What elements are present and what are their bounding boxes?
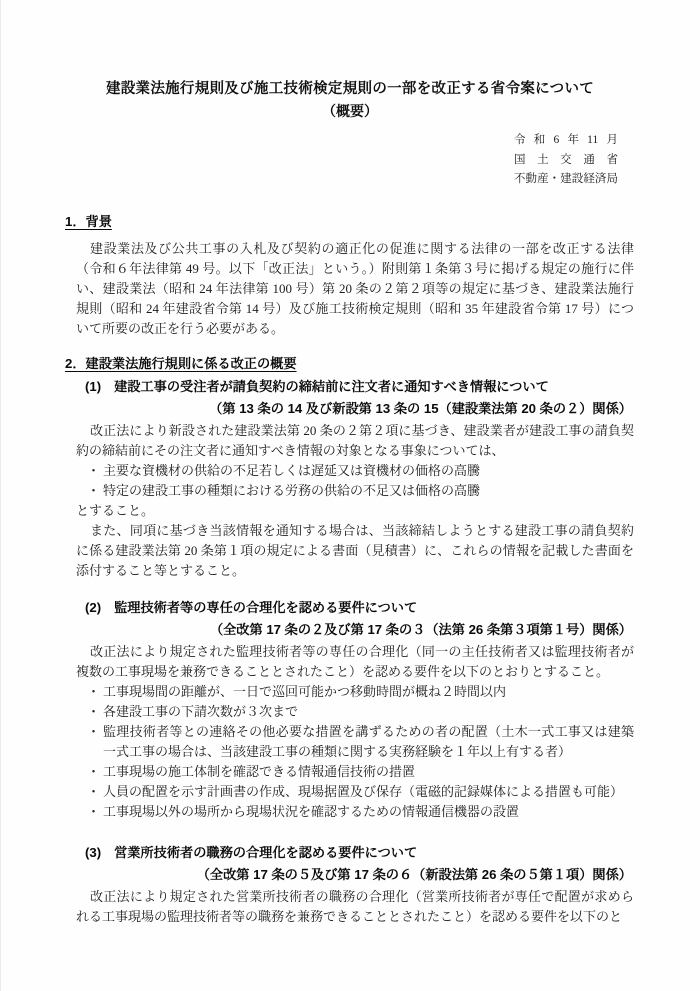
list-item-text: 工事現場の施工体制を確認できる情報通信技術の措置 — [103, 763, 416, 779]
section-2-heading: 2．建設業法施行規則に係る改正の概要 — [65, 355, 297, 371]
page-title: 建設業法施行規則及び施工技術検定規則の一部を改正する省令案について — [105, 81, 595, 97]
subsection-2-lead: 改正法により規定された監理技術者等の専任の合理化（同一の主任技術者又は監理技術者が複数の工事現場を兼務できることとされたこと）を認める要件を以下のとおりとすること。 — [76, 643, 634, 679]
list-item-text: 監理技術者等との連絡その他必要な措置を講ずるための者の配置（土木一式工事又は建築一式工事の場合は、当該建設工事の種類に関する実務経験を１年以上有する者） — [103, 723, 634, 759]
subsection-2-number: (2) — [85, 599, 102, 615]
subsection-1-bullet-list — [87, 461, 634, 501]
list-item — [87, 682, 634, 702]
subsection-2-reference: （全改第 17 条の２及び第 17 条の３（法第 26 条第３項第１号）関係） — [209, 621, 632, 637]
bullet-icon: ・ — [87, 482, 101, 498]
bullet-icon: ・ — [87, 462, 101, 478]
subsection-2-title: 監理技術者等の専任の合理化を認める要件について — [114, 599, 418, 615]
bullet-icon: ・ — [87, 703, 101, 719]
issuing-bureau: 不動産・建設経済局 — [514, 173, 618, 185]
subsection-3-lead: 改正法により規定された営業所技術者の職務の合理化（営業所技術者が専任で配置が求められる工事現場の監理技術者等の職務を兼務できることとされたこと）を認める要件を以下のと — [76, 888, 634, 924]
list-item-text: 主要な資機材の供給の不足若しくは遅延又は資機材の価格の高騰 — [103, 462, 481, 478]
list-item — [87, 802, 634, 822]
issuer-block — [514, 131, 618, 190]
subsection-1-title: 建設工事の受注者が請負契約の締結前に注文者に通知すべき情報について — [114, 378, 549, 394]
issue-date: 令和6年11月 — [514, 134, 618, 146]
subsection-3-heading — [85, 843, 634, 863]
subsection-2 — [0, 598, 700, 822]
subsection-3-number: (3) — [85, 844, 102, 860]
list-item-text: 人員の配置を示す計画書の作成、現場据置及び保存（電磁的記録媒体による措置も可能） — [103, 783, 624, 799]
bullet-icon: ・ — [87, 803, 101, 819]
subsection-2-heading — [85, 598, 634, 618]
bullet-icon: ・ — [87, 763, 101, 779]
bullet-icon: ・ — [87, 783, 101, 799]
subsection-2-bullet-list — [87, 682, 634, 822]
issuing-agency: 国土交通省 — [514, 153, 618, 166]
list-item — [87, 461, 634, 481]
subsection-1-reference: （第 13 条の 14 及び新設第 13 条の 15（建設業法第 20 条の２）関係） — [209, 400, 632, 416]
list-item — [87, 762, 634, 782]
subsection-1-paragraph-2: また、同項に基づき当該情報を通知する場合は、当該締結しようとする建設工事の請負契約に係る建設業法第 20 条第１項の規定による書面（見積書）に、これらの情報を記載した書面を添付すること等とすること。 — [76, 522, 634, 578]
list-item — [87, 702, 634, 722]
subsection-1-lead: 改正法により新設された建設業法第 20 条の２第２項に基づき、建設業者が建設工事の請負契約の締結前にその注文者に通知すべき情報の対象となる事象については、 — [76, 422, 634, 458]
subsection-1-closing: とすること。 — [76, 502, 155, 518]
list-item — [87, 782, 634, 802]
subsection-1-number: (1) — [85, 378, 102, 394]
list-item-text: 工事現場間の距離が、一日で巡回可能かつ移動時間が概ね２時間以内 — [103, 683, 507, 699]
section-1-paragraph: 建設業法及び公共工事の入札及び契約の適正化の促進に関する法律の一部を改正する法律（令和６年法律第 49 号。以下「改正法」という。）附則第１条第３号に掲げる規定の施行に伴い、建設業法（昭和 24 年法律第 100 号）第 20 条の２第２項等の規定に基づき、建設業法施行規則（昭和 24 年建設省令第 14 号）及び施工技術検定規則（昭和 35 年建設省令第 17 号）について所要の改正を行う必要がある。 — [76, 240, 634, 336]
list-item-text: 工事現場以外の場所から現場状況を確認するための情報通信機器の設置 — [103, 803, 520, 819]
page-subtitle: （概要） — [322, 103, 378, 119]
subsection-3-title: 営業所技術者の職務の合理化を認める要件について — [114, 844, 418, 860]
bullet-icon: ・ — [87, 723, 101, 739]
bullet-icon: ・ — [87, 683, 101, 699]
list-item-text: 特定の建設工事の種類における労務の供給の不足又は価格の高騰 — [103, 482, 481, 498]
list-item — [87, 722, 634, 762]
subsection-3 — [0, 843, 700, 927]
subsection-3-reference: （全改第 17 条の５及び第 17 条の６（新設法第 26 条の５第１項）関係） — [196, 866, 632, 882]
section-1-heading: 1．背景 — [65, 213, 112, 229]
list-item — [87, 481, 634, 501]
subsection-1-heading — [85, 377, 634, 397]
list-item-text: 各建設工事の下請次数が３次まで — [103, 703, 299, 719]
subsection-1 — [0, 377, 700, 581]
